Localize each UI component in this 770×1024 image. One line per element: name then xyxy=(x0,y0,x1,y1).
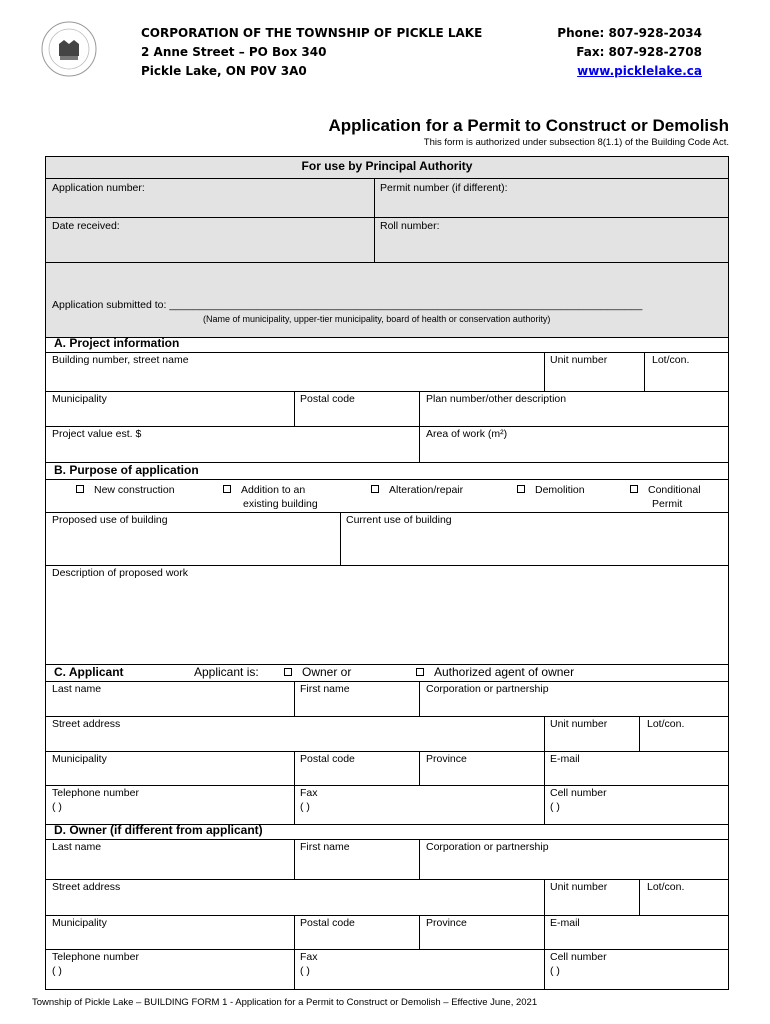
description-of-work-field[interactable]: Description of proposed work xyxy=(52,567,188,579)
c-telephone-field[interactable]: Telephone number xyxy=(52,787,139,799)
d-telephone-field[interactable]: Telephone number xyxy=(52,951,139,963)
area-of-work-field[interactable]: Area of work (m²) xyxy=(426,428,508,440)
d-telephone-paren: ( ) xyxy=(52,965,62,977)
checkbox-icon[interactable] xyxy=(517,485,525,493)
c-telephone-paren: ( ) xyxy=(52,801,62,813)
checkbox-icon[interactable] xyxy=(416,668,424,676)
application-number-field[interactable]: Application number: xyxy=(52,182,145,194)
permit-application-form xyxy=(45,156,729,990)
a-postal-code-field[interactable]: Postal code xyxy=(300,393,355,405)
c-cell-field[interactable]: Cell number xyxy=(550,787,607,799)
c-lot-con-field[interactable]: Lot/con. xyxy=(647,718,685,730)
section-a-heading: A. Project information xyxy=(54,336,180,350)
a-unit-number-field[interactable]: Unit number xyxy=(550,354,608,366)
building-street-field[interactable]: Building number, street name xyxy=(52,354,189,366)
org-name: CORPORATION OF THE TOWNSHIP OF PICKLE LAKE xyxy=(141,26,483,40)
option-addition[interactable]: Addition to an xyxy=(223,484,305,497)
d-cell-field[interactable]: Cell number xyxy=(550,951,607,963)
org-city: Pickle Lake, ON P0V 3A0 xyxy=(141,64,307,78)
organization-contact xyxy=(530,24,702,81)
org-street: 2 Anne Street – PO Box 340 xyxy=(141,45,327,59)
project-value-field[interactable]: Project value est. $ xyxy=(52,428,142,440)
current-use-field[interactable]: Current use of building xyxy=(346,514,452,526)
permit-number-field[interactable]: Permit number (if different): xyxy=(380,182,508,194)
d-fax-field[interactable]: Fax xyxy=(300,951,318,963)
d-municipality-field[interactable]: Municipality xyxy=(52,917,107,929)
checkbox-icon[interactable] xyxy=(284,668,292,676)
c-street-address-field[interactable]: Street address xyxy=(52,718,121,730)
form-footer: Township of Pickle Lake – BUILDING FORM 1 - Application for a Permit to Construct or Demolish – Effective June, 2021 xyxy=(32,997,538,1008)
option-demolition[interactable]: Demolition xyxy=(517,484,585,497)
form-title: Application for a Permit to Construct or Demolish xyxy=(328,116,729,135)
d-last-name-field[interactable]: Last name xyxy=(52,841,102,853)
c-last-name-field[interactable]: Last name xyxy=(52,683,102,695)
application-submitted-to-field[interactable]: Application submitted to: _________________________________________________________________________________ xyxy=(52,299,643,311)
d-cell-paren: ( ) xyxy=(550,965,560,977)
d-unit-number-field[interactable]: Unit number xyxy=(550,881,608,893)
d-street-address-field[interactable]: Street address xyxy=(52,881,121,893)
c-province-field[interactable]: Province xyxy=(426,753,467,765)
option-owner[interactable]: Owner or xyxy=(284,666,351,679)
section-d-heading: D. Owner (if different from applicant) xyxy=(54,823,263,837)
c-fax-paren: ( ) xyxy=(300,801,310,813)
website-link[interactable]: www.picklelake.ca xyxy=(577,64,702,78)
d-lot-con-field[interactable]: Lot/con. xyxy=(647,881,685,893)
c-unit-number-field[interactable]: Unit number xyxy=(550,718,608,730)
c-cell-paren: ( ) xyxy=(550,801,560,813)
d-postal-code-field[interactable]: Postal code xyxy=(300,917,355,929)
organization-address xyxy=(141,24,482,81)
option-conditional-permit[interactable]: Conditional xyxy=(630,484,701,497)
township-seal-logo xyxy=(40,20,98,78)
c-fax-field[interactable]: Fax xyxy=(300,787,318,799)
d-email-field[interactable]: E-mail xyxy=(550,917,580,929)
c-municipality-field[interactable]: Municipality xyxy=(52,753,107,765)
principal-authority-heading: For use by Principal Authority xyxy=(301,159,473,173)
checkbox-icon[interactable] xyxy=(223,485,231,493)
a-municipality-field[interactable]: Municipality xyxy=(52,393,107,405)
org-fax: Fax: 807-928-2708 xyxy=(576,45,702,59)
applicant-is-label: Applicant is: xyxy=(194,665,259,679)
a-lot-con-field[interactable]: Lot/con. xyxy=(652,354,690,366)
section-b-heading: B. Purpose of application xyxy=(54,463,199,477)
c-postal-code-field[interactable]: Postal code xyxy=(300,753,355,765)
option-alteration-repair[interactable]: Alteration/repair xyxy=(371,484,463,497)
checkbox-icon[interactable] xyxy=(76,485,84,493)
proposed-use-field[interactable]: Proposed use of building xyxy=(52,514,168,526)
d-corporation-field[interactable]: Corporation or partnership xyxy=(426,841,549,853)
plan-number-field[interactable]: Plan number/other description xyxy=(426,393,567,405)
option-new-construction[interactable]: New construction xyxy=(76,484,175,497)
option-authorized-agent[interactable]: Authorized agent of owner xyxy=(416,666,574,679)
checkbox-icon[interactable] xyxy=(630,485,638,493)
c-corporation-field[interactable]: Corporation or partnership xyxy=(426,683,549,695)
org-phone: Phone: 807-928-2034 xyxy=(557,26,702,40)
roll-number-field[interactable]: Roll number: xyxy=(380,220,440,232)
option-addition-line2: existing building xyxy=(243,498,318,510)
section-c-heading: C. Applicant xyxy=(54,665,124,679)
d-first-name-field[interactable]: First name xyxy=(300,841,350,853)
c-email-field[interactable]: E-mail xyxy=(550,753,580,765)
option-conditional-line2: Permit xyxy=(652,498,683,510)
d-province-field[interactable]: Province xyxy=(426,917,467,929)
d-fax-paren: ( ) xyxy=(300,965,310,977)
c-first-name-field[interactable]: First name xyxy=(300,683,350,695)
submitted-to-note: (Name of municipality, upper-tier municipality, board of health or conservation authority) xyxy=(203,314,551,324)
form-subtitle: This form is authorized under subsection 8(1.1) of the Building Code Act. xyxy=(423,137,729,148)
checkbox-icon[interactable] xyxy=(371,485,379,493)
date-received-field[interactable]: Date received: xyxy=(52,220,120,232)
